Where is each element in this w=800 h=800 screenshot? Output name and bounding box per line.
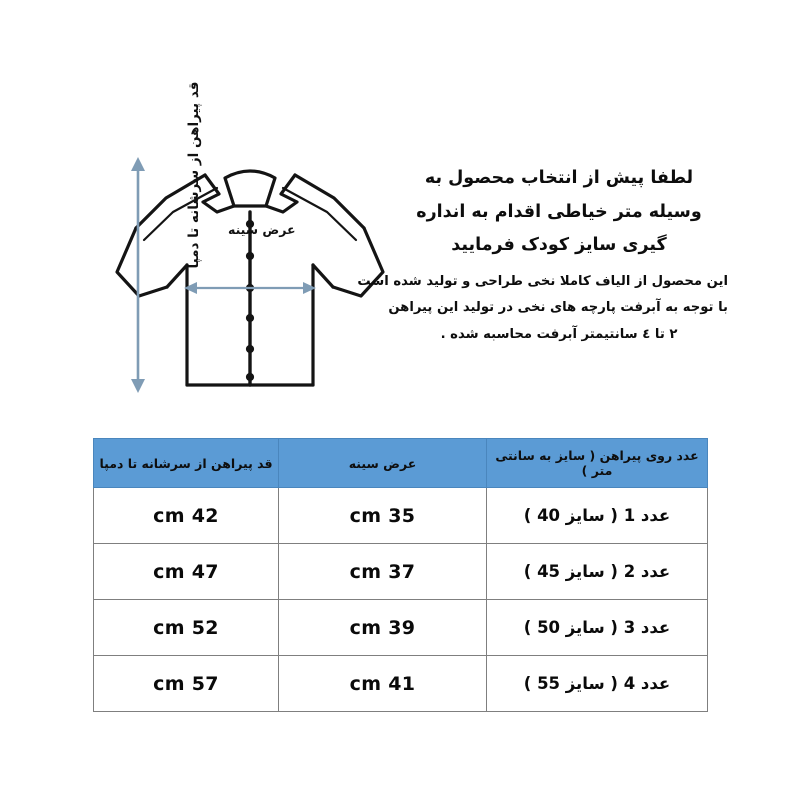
cell-chest: 41 cm	[279, 656, 487, 712]
button-4	[246, 314, 254, 322]
button-5	[246, 345, 254, 353]
cell-chest: 37 cm	[279, 544, 487, 600]
table-row	[94, 600, 708, 656]
instruction-headline	[390, 162, 728, 263]
column-header-length: قد پیراهن از سرشانه تا دمپا	[94, 439, 279, 488]
right-sleeve-hem	[313, 265, 333, 287]
table-row	[94, 656, 708, 712]
table-header-row	[94, 439, 708, 488]
headline-line-1: لطفا پیش از انتخاب محصول به	[424, 168, 694, 188]
chest-measure-label: عرض سینه	[228, 222, 296, 237]
neck-opening	[225, 171, 275, 206]
length-arrow-head-top	[131, 157, 145, 171]
cell-size: عدد 2 ( سایز 45 )	[487, 544, 708, 600]
cell-chest: 39 cm	[279, 600, 487, 656]
cell-size: عدد 4 ( سایز 55 )	[487, 656, 708, 712]
body-line-2: با توجه به آبرفت پارچه های نخی در تولید این پیراهن	[388, 300, 728, 316]
cell-chest: 35 cm	[279, 488, 487, 544]
headline-line-3: گیری سایز کودک فرمایید	[451, 235, 667, 256]
instruction-body	[357, 269, 728, 349]
table-head	[94, 439, 708, 488]
cell-length: 47 cm	[94, 544, 279, 600]
right-shoulder-line	[295, 175, 364, 228]
table-body	[94, 488, 708, 712]
length-measure-label: قد پیراهن از سرشانه تا دمپا	[186, 81, 202, 269]
body-line-3: ٢ تا ٤ سانتیمتر آبرفت محاسبه شده .	[440, 327, 678, 343]
button-2	[246, 252, 254, 260]
button-6	[246, 373, 254, 381]
cell-length: 52 cm	[94, 600, 279, 656]
body-line-1: این محصول از الیاف کاملا نخی طراحی و تولید شده است	[357, 273, 728, 289]
table-row	[94, 544, 708, 600]
length-arrow-head-bottom	[131, 379, 145, 393]
cell-size: عدد 3 ( سایز 50 )	[487, 600, 708, 656]
size-chart-table	[93, 438, 708, 712]
cell-size: عدد 1 ( سایز 40 )	[487, 488, 708, 544]
column-header-size: عدد روی پیراهن ( سایز به سانتی متر )	[487, 439, 708, 488]
table-row	[94, 488, 708, 544]
cell-length: 57 cm	[94, 656, 279, 712]
column-header-chest: عرض سینه	[279, 439, 487, 488]
cell-length: 42 cm	[94, 488, 279, 544]
length-arrow	[128, 155, 148, 395]
instruction-copy	[357, 162, 728, 349]
headline-line-2: وسیله متر خیاطی اقدام به انداره	[416, 201, 702, 222]
